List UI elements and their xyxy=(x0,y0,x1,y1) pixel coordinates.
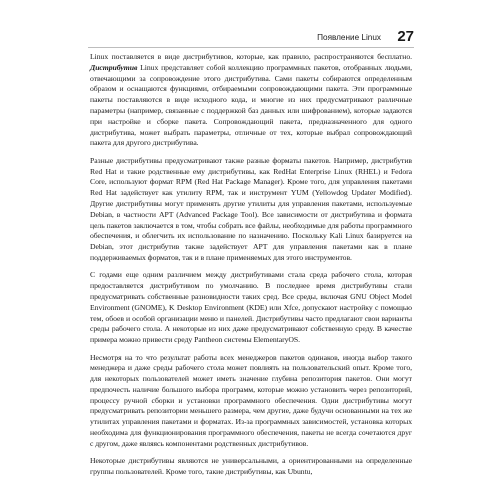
paragraph-4: Несмотря на то что результат работы всех менеджеров пакетов одинаков, иногда выбор такого менеджера и даже среды рабочего стола может повлиять на пользовательский опыт. Кроме того, для некоторых пользователей может иметь значение глубина репозитория пакетов. Они могут предпочесть наличие большого выбора программ, которые можно установить через репозиторий, процессу ручной сборки и установки программного обеспечения. Одни дистрибутивы могут предусматривать репозитории меньшего размера, чем другие, даже будучи основанными на тех же утилитах управления пакетами и форматах. Из-за программных зависимостей, установка которых необходима для функционирования программного обеспечения, пакеты не всегда сочетаются друг с другом, даже являясь компонентами родственных дистрибутивов. xyxy=(90,352,412,448)
term-distribution: Дистрибутив xyxy=(90,62,138,72)
header-rule xyxy=(88,47,414,48)
body-text xyxy=(90,52,412,484)
paragraph-1: Linux поставляется в виде дистрибутивов, которые, как правило, распространяются бесплатно. Дистрибутив Linux представляет собой коллекцию программных пакетов, отобранных людьми, отвечающими за сопровождение этого дистрибутива. Сами пакеты собираются определенным образом и оснащаются функциями, отбираемыми сопровождающими пакета. Эти программные пакеты поставляются в виде исходного кода, и многие из них предусматривают различные параметры (например, связанные с поддержкой баз данных или шифрованием), которые задаются при настройке и сборке пакета. Сопровождающий пакета, предназначенного для одного дистрибутива, может выбрать параметры, отличные от тех, которые выбрал сопровождающий пакета для другого дистрибутива. xyxy=(90,52,412,148)
running-title: Появление Linux xyxy=(317,33,381,42)
paragraph-3: С годами еще одним различием между дистрибутивами стала среда рабочего стола, которая предоставляется дистрибутивом по умолчанию. В последнее время дистрибутивы стали предусматривать собственные разновидности таких сред. Все среды, включая GNU Object Model Environment (GNOME), K Desktop Environment (KDE) или Xfce, допускают настройку с помощью тем, обоев и особой организации меню и панелей. Дистрибутивы часто предлагают свои варианты среды рабочего стола. А некоторые из них даже предусматривают собственную среду. В качестве примера можно привести среду Pantheon системы ElementaryOS. xyxy=(90,270,412,345)
page-number: 27 xyxy=(384,26,414,48)
paragraph-5: Некоторые дистрибутивы являются не универсальными, а ориентированными на определенные группы пользователей. Кроме того, такие дистрибутивы, как Ubuntu, xyxy=(90,456,412,477)
paragraph-2: Разные дистрибутивы предусматривают также разные форматы пакетов. Например, дистрибутив Red Hat и такие родственные ему дистрибутивы, как RedHat Enterprise Linux (RHEL) и Fedora Core, используют формат RPM (Red Hat Package Manager). Кроме того, для управления пакетами Red Hat задействует как утилиту RPM, так и инструмент YUM (Yellowdog Updater Modified). Другие дистрибутивы могут применять другие утилиты для управления пакетами, используемые Debian, в частности APT (Advanced Package Tool). Все зависимости от дистрибутива и формата цель пакетов заключается в том, чтобы собрать все файлы, необходимые для работы программного обеспечения, и облегчить их использование по назначению. Поскольку Kali Linux базируется на Debian, этот дистрибутив также задействует APT для управления пакетами как в плане поддерживаемых форматов, так и в плане применяемых для этого инструментов. xyxy=(90,155,412,262)
